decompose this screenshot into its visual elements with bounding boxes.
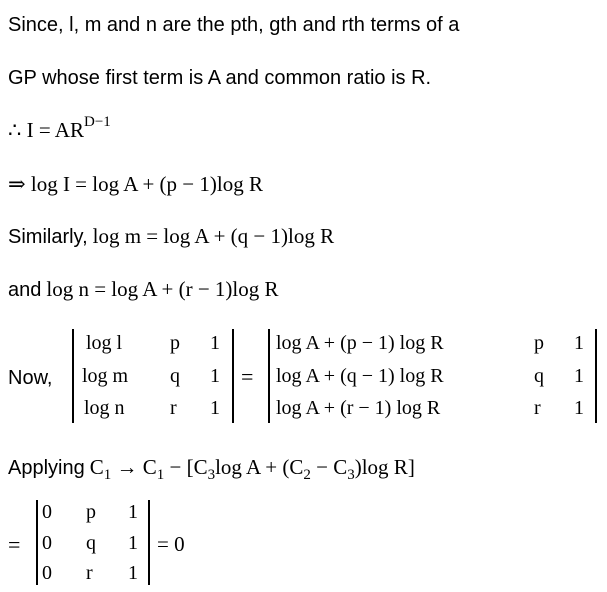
det-left-r2c3: 1 xyxy=(210,365,220,387)
det-right-r2c1: log A + (q − 1) log R xyxy=(276,365,444,387)
det-final-r1c2: p xyxy=(86,501,96,523)
det-final-r2c3: 1 xyxy=(128,532,138,554)
op-c2-sub: 2 xyxy=(303,467,311,484)
det-final-r3c2: r xyxy=(86,562,93,584)
equation-log-n xyxy=(8,277,279,302)
intro-line-1: Since, l, m and n are the pth, gth and rth terms of a xyxy=(8,14,460,36)
determinant-right xyxy=(268,329,597,423)
det-right-r1c1: log A + (p − 1) log R xyxy=(276,332,444,354)
det-left-r3c1: log n xyxy=(84,397,125,419)
op-minus: − C xyxy=(310,455,348,479)
det-left-r1c3: 1 xyxy=(210,332,220,354)
equation-i xyxy=(8,114,111,142)
det-final-r3c1: 0 xyxy=(42,562,52,584)
equation-log-m-body: log m = log A + (q − 1)log R xyxy=(92,224,335,248)
det-final-r2c1: 0 xyxy=(42,532,52,554)
op-c1: C xyxy=(89,455,104,479)
now-label: Now, xyxy=(8,367,53,389)
det-final-r1c3: 1 xyxy=(128,501,138,523)
det-right-r2c3: 1 xyxy=(574,365,584,387)
applying-operation xyxy=(8,455,415,487)
and-label: and xyxy=(8,279,42,301)
op-c1b-sub: 1 xyxy=(156,467,165,484)
op-arrow: → xyxy=(111,455,143,479)
equals-sign: = xyxy=(241,364,254,389)
similarly-label: Similarly, xyxy=(8,226,88,248)
implies-symbol: ⇒ xyxy=(8,172,26,196)
applying-label: Applying xyxy=(8,457,85,479)
det-final-r2c2: q xyxy=(86,532,96,554)
det-left-r3c3: 1 xyxy=(210,397,220,419)
op-c1b: C xyxy=(142,455,157,479)
equation-i-exponent: D−1 xyxy=(83,114,111,130)
op-c3b-sub: 3 xyxy=(347,467,355,484)
det-left-r2c2: q xyxy=(170,365,180,387)
det-final-r1c1: 0 xyxy=(42,501,52,523)
final-result: = 0 xyxy=(157,532,185,556)
det-right-r3c2: r xyxy=(534,397,541,419)
determinant-final xyxy=(36,500,150,585)
equation-log-n-body: log n = log A + (r − 1)log R xyxy=(46,277,279,301)
equation-log-i-body: log I = log A + (p − 1)log R xyxy=(30,172,263,196)
operation-expression xyxy=(89,455,415,484)
final-equals-sign: = xyxy=(8,532,21,557)
det-final-r3c3: 1 xyxy=(128,562,138,584)
op-end: )log R] xyxy=(354,455,415,479)
equation-i-lhs: I = AR xyxy=(26,118,84,142)
det-right-r3c1: log A + (r − 1) log R xyxy=(276,397,441,419)
det-right-r3c3: 1 xyxy=(574,397,584,419)
det-right-r1c3: 1 xyxy=(574,332,584,354)
equation-log-m xyxy=(8,224,334,249)
det-left-r3c2: r xyxy=(170,397,177,419)
det-left-r2c1: log m xyxy=(82,365,129,387)
op-log: log A + (C xyxy=(215,455,304,479)
equation-log-i xyxy=(8,172,263,196)
det-left-r1c2: p xyxy=(170,332,180,354)
det-right-r2c2: q xyxy=(534,365,544,387)
det-right-r1c2: p xyxy=(534,332,544,354)
intro-line-2: GP whose first term is A and common ratio is R. xyxy=(8,67,432,89)
therefore-symbol: ∴ xyxy=(8,118,22,142)
op-c1-sub: 1 xyxy=(103,467,112,484)
determinant-left xyxy=(72,329,234,423)
det-left-r1c1: log l xyxy=(86,332,123,354)
op-mid: − [C xyxy=(164,455,208,479)
op-c3-sub: 3 xyxy=(207,467,216,484)
